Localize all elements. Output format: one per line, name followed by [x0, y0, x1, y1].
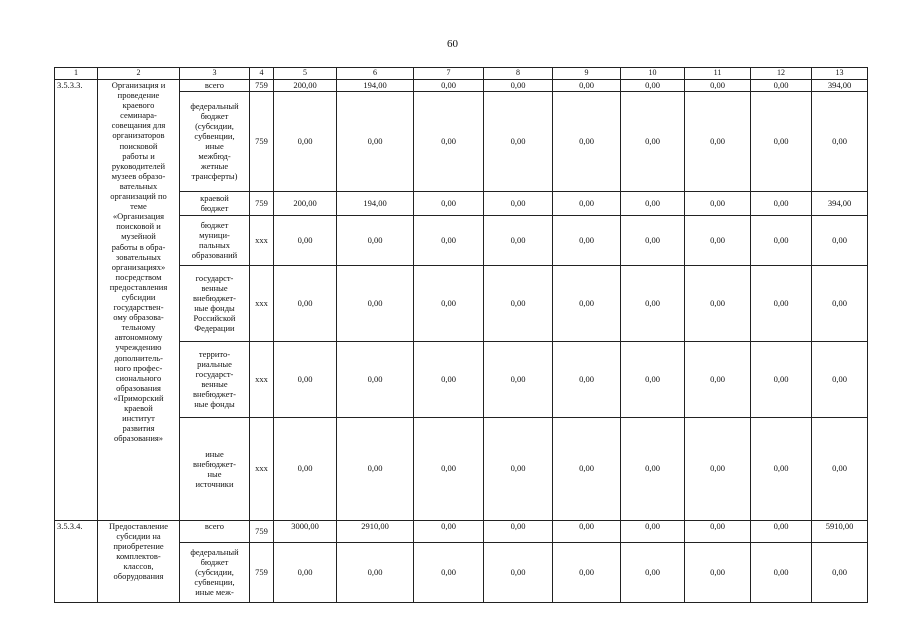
funding-source: всего — [180, 520, 250, 542]
amount-cell: 0,00 — [553, 341, 621, 417]
amount-cell: 0,00 — [812, 542, 868, 602]
column-header: 7 — [414, 68, 484, 80]
column-header: 9 — [553, 68, 621, 80]
amount-cell: 0,00 — [484, 265, 553, 341]
amount-cell: 0,00 — [621, 191, 685, 215]
amount-cell: 0,00 — [484, 341, 553, 417]
admin-code-cell: 759 — [250, 520, 274, 542]
amount-cell: 0,00 — [274, 91, 337, 191]
item-description: Предоставление субсидии на приобретение комплектов- классов, оборудования — [98, 520, 180, 602]
table-row — [55, 520, 868, 542]
amount-cell: 0,00 — [751, 215, 812, 265]
amount-cell: 0,00 — [484, 542, 553, 602]
amount-cell: 0,00 — [751, 542, 812, 602]
amount-cell: 0,00 — [685, 215, 751, 265]
amount-cell: 5910,00 — [812, 520, 868, 542]
amount-cell: 0,00 — [484, 215, 553, 265]
amount-cell: 0,00 — [414, 215, 484, 265]
column-header: 3 — [180, 68, 250, 80]
amount-cell: 0,00 — [812, 417, 868, 520]
amount-cell: 0,00 — [274, 417, 337, 520]
amount-cell: 0,00 — [621, 215, 685, 265]
column-header: 13 — [812, 68, 868, 80]
column-header: 10 — [621, 68, 685, 80]
amount-cell: 0,00 — [337, 542, 414, 602]
amount-cell: 3000,00 — [274, 520, 337, 542]
amount-cell: 0,00 — [337, 341, 414, 417]
amount-cell: 0,00 — [484, 191, 553, 215]
amount-cell: 200,00 — [274, 80, 337, 92]
amount-cell: 0,00 — [751, 341, 812, 417]
header-row — [55, 68, 868, 80]
amount-cell: 0,00 — [414, 417, 484, 520]
amount-cell: 0,00 — [337, 91, 414, 191]
amount-cell: 0,00 — [751, 417, 812, 520]
table-row — [55, 80, 868, 92]
amount-cell: 0,00 — [553, 417, 621, 520]
amount-cell: 0,00 — [553, 191, 621, 215]
admin-code-cell: 759 — [250, 80, 274, 92]
column-header: 5 — [274, 68, 337, 80]
column-header: 4 — [250, 68, 274, 80]
amount-cell: 0,00 — [414, 341, 484, 417]
funding-source: бюджет муници- пальных образований — [180, 215, 250, 265]
admin-code-cell: ххх — [250, 215, 274, 265]
amount-cell: 0,00 — [414, 542, 484, 602]
amount-cell: 0,00 — [621, 417, 685, 520]
admin-code-cell: ххх — [250, 417, 274, 520]
amount-cell: 2910,00 — [337, 520, 414, 542]
amount-cell: 0,00 — [751, 191, 812, 215]
amount-cell: 0,00 — [553, 80, 621, 92]
column-header: 1 — [55, 68, 98, 80]
funding-source: всего — [180, 80, 250, 92]
column-header: 8 — [484, 68, 553, 80]
amount-cell: 0,00 — [484, 91, 553, 191]
amount-cell: 0,00 — [484, 520, 553, 542]
item-description: Организация и проведение краевого семинара- совещания для организаторов поисковой работы и руководителей музеев образо- вательных организаций по теме «Организация поисковой и музейной работы в обра- зовательных организациях» посредством предоставления субсидии государствен- ому образова- тельному автономному учреждению дополнитель- ного профес- сионального образования «Приморский краевой институт развития образования» — [98, 80, 180, 521]
budget-table — [54, 67, 868, 603]
amount-cell: 0,00 — [414, 80, 484, 92]
amount-cell: 0,00 — [274, 215, 337, 265]
funding-source: иные внебюджет- ные источники — [180, 417, 250, 520]
amount-cell: 0,00 — [337, 417, 414, 520]
amount-cell: 0,00 — [274, 542, 337, 602]
amount-cell: 0,00 — [685, 265, 751, 341]
funding-source: федеральный бюджет (субсидии, субвенции, иные межбюд- жетные трансферты) — [180, 91, 250, 191]
item-code: 3.5.3.3. — [55, 80, 98, 521]
page-number: 60 — [447, 38, 458, 50]
amount-cell: 0,00 — [337, 265, 414, 341]
amount-cell: 0,00 — [751, 265, 812, 341]
amount-cell: 0,00 — [685, 91, 751, 191]
amount-cell: 0,00 — [484, 80, 553, 92]
amount-cell: 0,00 — [414, 520, 484, 542]
funding-source: государст- венные внебюджет- ные фонды Российской Федерации — [180, 265, 250, 341]
amount-cell: 0,00 — [812, 265, 868, 341]
amount-cell: 0,00 — [621, 91, 685, 191]
amount-cell: 0,00 — [751, 91, 812, 191]
admin-code-cell: 759 — [250, 191, 274, 215]
amount-cell: 0,00 — [812, 341, 868, 417]
amount-cell: 0,00 — [685, 417, 751, 520]
amount-cell: 0,00 — [274, 265, 337, 341]
amount-cell: 394,00 — [812, 80, 868, 92]
amount-cell: 0,00 — [685, 80, 751, 92]
funding-source: федеральный бюджет (субсидии, субвенции, иные меж- — [180, 542, 250, 602]
amount-cell: 0,00 — [553, 520, 621, 542]
amount-cell: 0,00 — [553, 542, 621, 602]
amount-cell: 0,00 — [685, 191, 751, 215]
amount-cell: 0,00 — [621, 265, 685, 341]
amount-cell: 0,00 — [553, 215, 621, 265]
funding-source: террито- риальные государст- венные внебюджет- ные фонды — [180, 341, 250, 417]
admin-code-cell: ххх — [250, 341, 274, 417]
amount-cell: 0,00 — [484, 417, 553, 520]
amount-cell: 0,00 — [553, 91, 621, 191]
admin-code-cell: 759 — [250, 542, 274, 602]
amount-cell: 194,00 — [337, 191, 414, 215]
amount-cell: 0,00 — [751, 80, 812, 92]
item-code: 3.5.3.4. — [55, 520, 98, 602]
admin-code-cell: 759 — [250, 91, 274, 191]
column-header: 12 — [751, 68, 812, 80]
funding-source: краевой бюджет — [180, 191, 250, 215]
admin-code-cell: ххх — [250, 265, 274, 341]
amount-cell: 0,00 — [553, 265, 621, 341]
amount-cell: 0,00 — [685, 520, 751, 542]
amount-cell: 0,00 — [751, 520, 812, 542]
amount-cell: 394,00 — [812, 191, 868, 215]
amount-cell: 0,00 — [621, 520, 685, 542]
column-header: 6 — [337, 68, 414, 80]
amount-cell: 0,00 — [812, 91, 868, 191]
amount-cell: 0,00 — [414, 265, 484, 341]
amount-cell: 0,00 — [414, 191, 484, 215]
amount-cell: 0,00 — [274, 341, 337, 417]
column-header: 11 — [685, 68, 751, 80]
amount-cell: 0,00 — [337, 215, 414, 265]
amount-cell: 0,00 — [812, 215, 868, 265]
amount-cell: 194,00 — [337, 80, 414, 92]
amount-cell: 200,00 — [274, 191, 337, 215]
amount-cell: 0,00 — [685, 542, 751, 602]
amount-cell: 0,00 — [621, 80, 685, 92]
amount-cell: 0,00 — [414, 91, 484, 191]
column-header: 2 — [98, 68, 180, 80]
amount-cell: 0,00 — [621, 542, 685, 602]
amount-cell: 0,00 — [621, 341, 685, 417]
amount-cell: 0,00 — [685, 341, 751, 417]
